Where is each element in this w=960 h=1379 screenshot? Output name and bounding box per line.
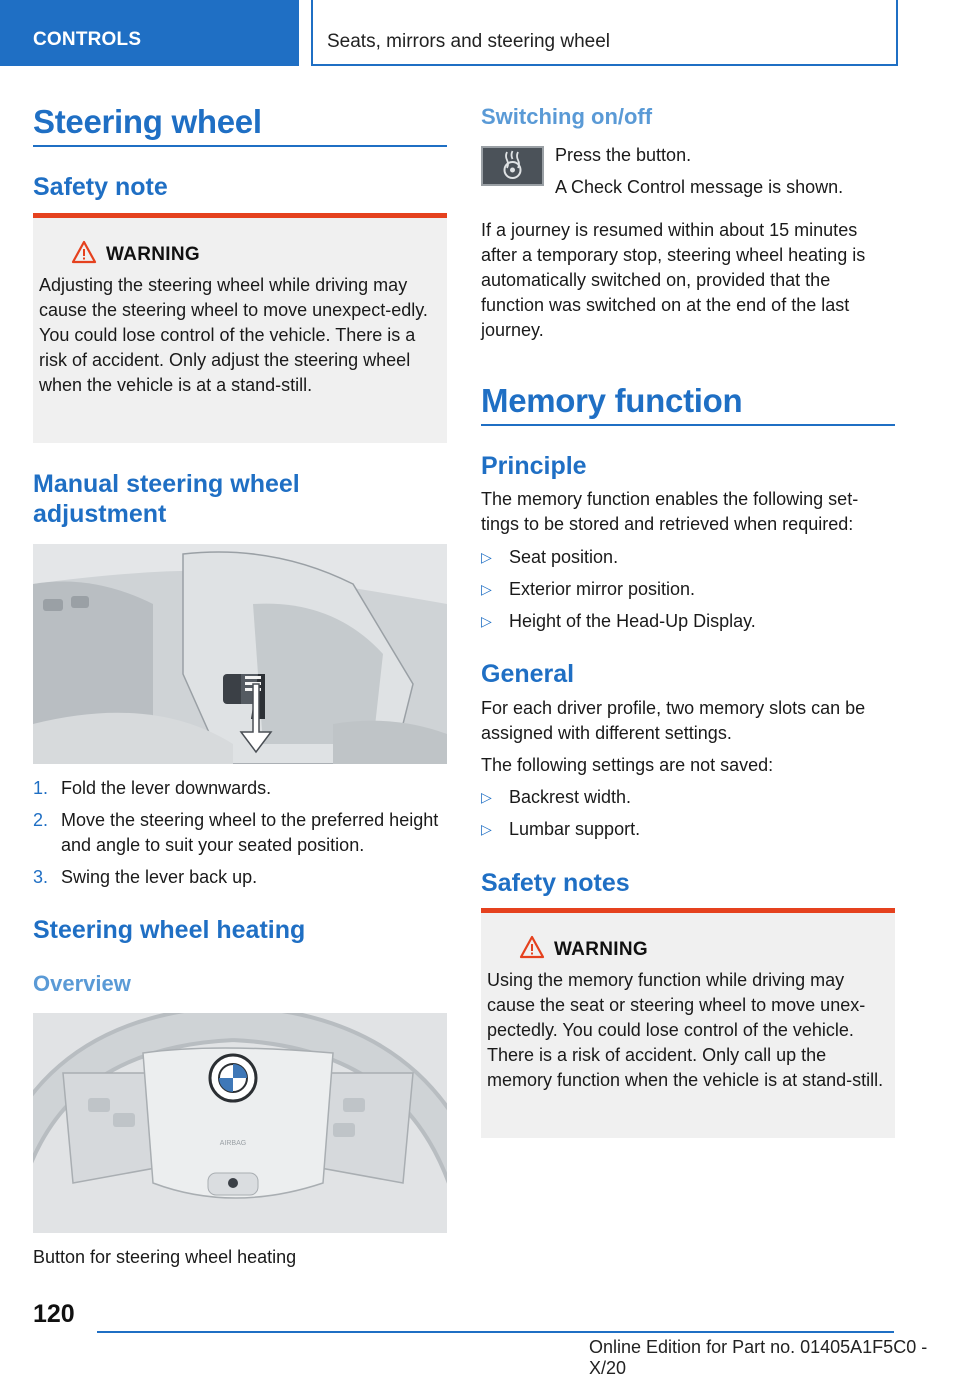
footer-rule	[97, 1331, 894, 1333]
list-item: 2. Move the steering wheel to the preferred height and angle to suit your seated position.	[33, 810, 439, 855]
header-chapter-box	[311, 0, 898, 66]
overview-heading: Overview	[33, 971, 131, 996]
list-item: ▷ Seat position.	[481, 547, 619, 567]
list-item: ▷ Backrest width.	[481, 787, 632, 807]
not-saved-list	[481, 785, 895, 849]
general-text: For each driver profile, two memory slots can be assigned with different settings.	[481, 698, 866, 743]
list-item: 3. Swing the lever back up.	[33, 867, 258, 887]
warning-label: WARNING	[554, 939, 648, 960]
page-title: Steering wheel	[33, 103, 262, 140]
manual-adjustment-heading: Manual steering wheel adjustment	[33, 470, 300, 528]
warning-triangle-icon	[71, 240, 97, 264]
check-control-text: A Check Control message is shown.	[555, 177, 844, 197]
svg-text:AIRBAG: AIRBAG	[219, 1140, 247, 1147]
not-saved-text: The following settings are not saved:	[481, 755, 774, 775]
title-rule	[33, 145, 447, 147]
resume-text: If a journey is resumed within about 15 minutes after a temporary stop, steering wheel heating is automatically switched on, provided that the function was switched on at the end of the last journey.	[481, 220, 866, 340]
image-caption: Button for steering wheel heating	[33, 1247, 297, 1267]
page-number: 120	[33, 1300, 75, 1328]
heating-button-icon	[481, 146, 544, 186]
general-heading: General	[481, 660, 575, 688]
steering-lever-illustration	[33, 544, 447, 764]
warning-label: WARNING	[106, 244, 200, 265]
warning-box	[33, 213, 447, 443]
warning-triangle-icon	[519, 935, 545, 959]
warning-box	[481, 908, 895, 1138]
list-item: ▷ Height of the Head-Up Display.	[481, 611, 756, 631]
principle-heading: Principle	[481, 452, 587, 480]
memory-title: Memory function	[481, 382, 743, 419]
memory-rule	[481, 424, 895, 426]
safety-notes-heading: Safety notes	[481, 869, 630, 897]
list-item: ▷ Lumbar support.	[481, 819, 641, 839]
edition-text: Online Edition for Part no. 01405A1F5C0 - X/20	[589, 1337, 928, 1378]
header-section-label: CONTROLS	[33, 29, 142, 50]
press-text: Press the button.	[555, 145, 692, 165]
warning-text: Adjusting the steering wheel while driving may cause the steering wheel to move unexpect‐edly. You could lose control of the vehicle. There is a risk of accident. Only adjust the steering wheel when the vehicle is at a stand‐still.	[39, 275, 428, 395]
principle-list	[481, 545, 895, 641]
switching-heading: Switching on/off	[481, 104, 653, 129]
list-item: ▷ Exterior mirror position.	[481, 579, 696, 599]
warning-text: Using the memory function while driving may cause the seat or steering wheel to move unex‐pectedly. You could lose control of the vehicle. There is a risk of accident. Only call up the memory function when the vehicle is at stand‐still.	[487, 970, 884, 1090]
principle-text: The memory function enables the following set‐tings to be stored and retrieved when required:	[481, 489, 859, 534]
safety-note-heading: Safety note	[33, 173, 168, 201]
heating-heading: Steering wheel heating	[33, 916, 306, 944]
adjustment-steps	[33, 776, 447, 897]
header-section-tab	[0, 0, 299, 66]
steering-wheel-illustration	[33, 1013, 447, 1233]
header-chapter-label: Seats, mirrors and steering wheel	[327, 31, 611, 52]
list-item: 1. Fold the lever downwards.	[33, 778, 272, 798]
